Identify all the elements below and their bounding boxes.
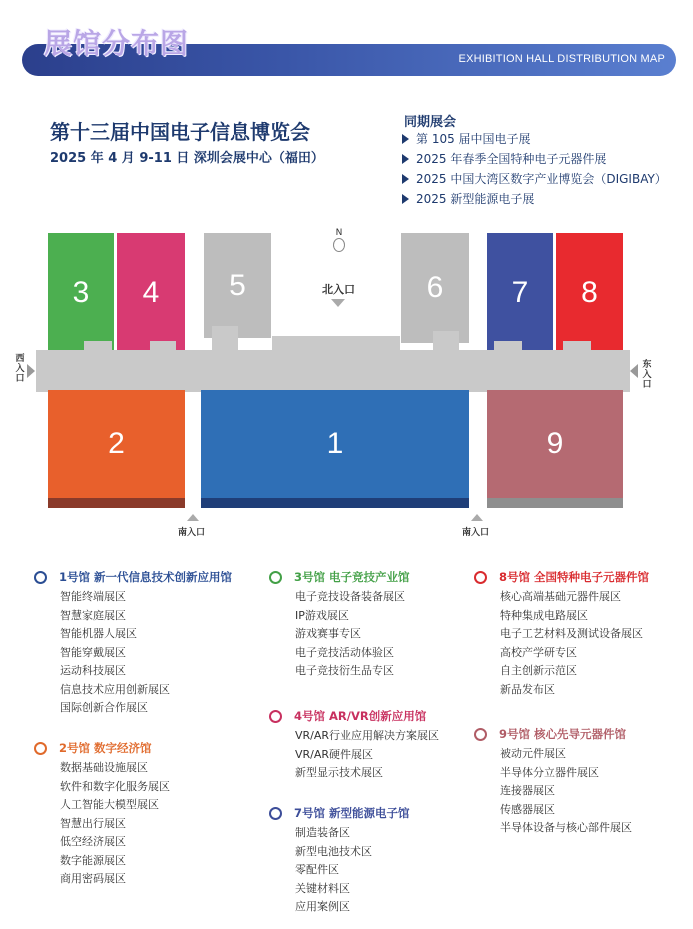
legend-hall-9-title: 9号馆 核心先导元器件馆	[474, 726, 632, 742]
list-item: VR/AR行业应用解决方案展区	[295, 729, 440, 742]
list-item: 零配件区	[295, 863, 339, 876]
hall-number: 4	[142, 276, 160, 309]
south-entrance-left-label: 南入口	[178, 528, 206, 538]
list-item: VR/AR硬件展区	[295, 747, 374, 761]
list-item: 国际创新合作展区	[60, 701, 148, 714]
list-item: 智能终端展区	[60, 590, 126, 603]
corridor-block	[84, 341, 112, 351]
circle-icon	[34, 571, 47, 584]
expo-date-venue: 2025 年 4 月 9-11 日 深圳会展中心（福田）	[50, 151, 324, 166]
list-item: 电子工艺材料及测试设备展区	[500, 627, 643, 640]
list-item: 新型显示技术展区	[295, 766, 383, 779]
east-entrance-arrow-icon	[630, 364, 638, 378]
list-item: 制造装备区	[295, 826, 350, 839]
corridor-block	[150, 341, 176, 351]
circle-icon	[34, 742, 47, 755]
legend-hall-4-items	[295, 727, 439, 783]
legend-hall-3-items	[295, 588, 410, 681]
hall-2-base	[48, 498, 185, 508]
legend-hall-9-items	[500, 745, 632, 838]
corridor-block	[563, 341, 591, 351]
hall-7[interactable]	[487, 233, 553, 353]
legend-hall-1-items	[60, 588, 232, 718]
west-entrance-label: 西入口	[15, 354, 25, 384]
legend-hall-7-title: 7号馆 新型能源电子馆	[269, 805, 410, 821]
list-item: 新型电池技术区	[295, 844, 372, 858]
corridor-block	[272, 336, 400, 351]
hall-9[interactable]	[487, 390, 623, 498]
concurrent-item: 第 105 届中国电子展	[402, 130, 531, 147]
list-item: 数字能源展区	[60, 853, 126, 867]
hall-1[interactable]	[201, 390, 469, 498]
page-subtitle: EXHIBITION HALL DISTRIBUTION MAP	[458, 53, 665, 65]
corridor-block	[433, 331, 459, 351]
list-item: 商用密码展区	[60, 872, 126, 885]
hall-5[interactable]	[204, 233, 271, 338]
south-entrance-arrow-icon	[471, 514, 483, 521]
hall-3[interactable]	[48, 233, 114, 353]
list-item: 低空经济展区	[60, 835, 126, 848]
list-item: 半导体设备与核心部件展区	[500, 821, 632, 834]
hall-1-base	[201, 498, 469, 508]
list-item: IP游戏展区	[295, 608, 349, 622]
legend-hall-2	[34, 740, 170, 889]
list-item: 传感器展区	[500, 802, 555, 816]
list-item: 应用案例区	[295, 900, 350, 913]
list-item: 运动科技展区	[60, 664, 126, 677]
hall-number: 5	[229, 268, 246, 302]
north-entrance-arrow-icon	[331, 299, 345, 307]
compass-icon	[333, 238, 345, 252]
corridor-block	[494, 341, 522, 351]
legend-hall-8	[474, 569, 649, 699]
circle-icon	[269, 571, 282, 584]
list-item: 半导体分立器件展区	[500, 765, 599, 779]
hall-2[interactable]	[48, 390, 185, 498]
list-item: 电子竞技衍生品专区	[295, 664, 394, 677]
list-item: 连接器展区	[500, 784, 555, 797]
concurrent-title: 同期展会	[404, 115, 457, 130]
triangle-bullet-icon	[402, 134, 409, 144]
legend-hall-2-title: 2号馆 数字经济馆	[34, 740, 170, 756]
list-item: 特种集成电路展区	[500, 608, 588, 622]
west-entrance-arrow-icon	[27, 364, 35, 378]
concurrent-item: 2025 中国大湾区数字产业博览会（DIGIBAY）	[402, 170, 667, 187]
hall-number: 3	[72, 276, 90, 309]
legend-hall-1-title: 1号馆 新一代信息技术创新应用馆	[34, 569, 232, 585]
triangle-bullet-icon	[402, 194, 409, 204]
main-corridor	[36, 350, 630, 392]
hall-number: 6	[426, 271, 444, 304]
hall-number: 2	[108, 427, 125, 460]
list-item: 智慧家庭展区	[60, 608, 126, 622]
list-item: 智能穿戴展区	[60, 645, 126, 659]
south-entrance-arrow-icon	[187, 514, 199, 521]
page-title: 展馆分布图	[44, 27, 190, 60]
east-entrance-label: 东入口	[642, 360, 652, 390]
legend-hall-3-title: 3号馆 电子竞技产业馆	[269, 569, 410, 585]
hall-number: 8	[581, 276, 598, 309]
circle-icon	[269, 807, 282, 820]
hall-8[interactable]	[556, 233, 623, 353]
concurrent-item: 2025 新型能源电子展	[402, 190, 534, 207]
legend-hall-9	[474, 726, 632, 838]
south-entrance-right-label: 南入口	[462, 528, 490, 538]
list-item: 人工智能大模型展区	[60, 798, 159, 811]
legend-hall-8-title: 8号馆 全国特种电子元器件馆	[474, 569, 649, 585]
list-item: 关键材料区	[295, 881, 350, 895]
hall-number: 9	[546, 427, 564, 460]
list-item: 智慧出行展区	[60, 816, 126, 830]
legend-hall-1	[34, 569, 232, 718]
legend-hall-7-items	[295, 824, 410, 917]
list-item: 新品发布区	[500, 682, 555, 696]
circle-icon	[474, 728, 487, 741]
circle-icon	[269, 710, 282, 723]
expo-title: 第十三届中国电子信息博览会	[50, 120, 310, 144]
hall-4[interactable]	[117, 233, 185, 353]
legend-hall-2-items	[60, 759, 170, 889]
circle-icon	[474, 571, 487, 584]
north-entrance-label: 北入口	[322, 283, 355, 296]
list-item: 信息技术应用创新展区	[60, 682, 170, 696]
hall-9-base	[487, 498, 623, 508]
legend-hall-3	[269, 569, 410, 681]
legend-hall-4	[269, 708, 439, 783]
hall-6[interactable]	[401, 233, 469, 343]
list-item: 电子竞技设备装备展区	[295, 590, 405, 603]
legend-hall-8-items	[500, 588, 649, 699]
list-item: 核心高端基础元器件展区	[500, 590, 621, 603]
triangle-bullet-icon	[402, 174, 409, 184]
corridor-block	[212, 326, 238, 351]
triangle-bullet-icon	[402, 154, 409, 164]
list-item: 数据基础设施展区	[60, 761, 148, 774]
legend-hall-7	[269, 805, 410, 917]
list-item: 高校产学研专区	[500, 645, 577, 659]
hall-number: 7	[511, 276, 529, 309]
legend-hall-4-title: 4号馆 AR/VR创新应用馆	[269, 708, 439, 724]
concurrent-item: 2025 年春季全国特种电子元器件展	[402, 150, 606, 167]
hall-number: 1	[326, 427, 344, 460]
list-item: 智能机器人展区	[60, 627, 137, 640]
list-item: 软件和数字化服务展区	[60, 779, 170, 793]
list-item: 被动元件展区	[500, 747, 566, 760]
list-item: 电子竞技活动体验区	[295, 645, 394, 659]
list-item: 自主创新示范区	[500, 664, 577, 677]
list-item: 游戏赛事专区	[295, 627, 361, 640]
compass-n-label: N	[335, 228, 343, 238]
